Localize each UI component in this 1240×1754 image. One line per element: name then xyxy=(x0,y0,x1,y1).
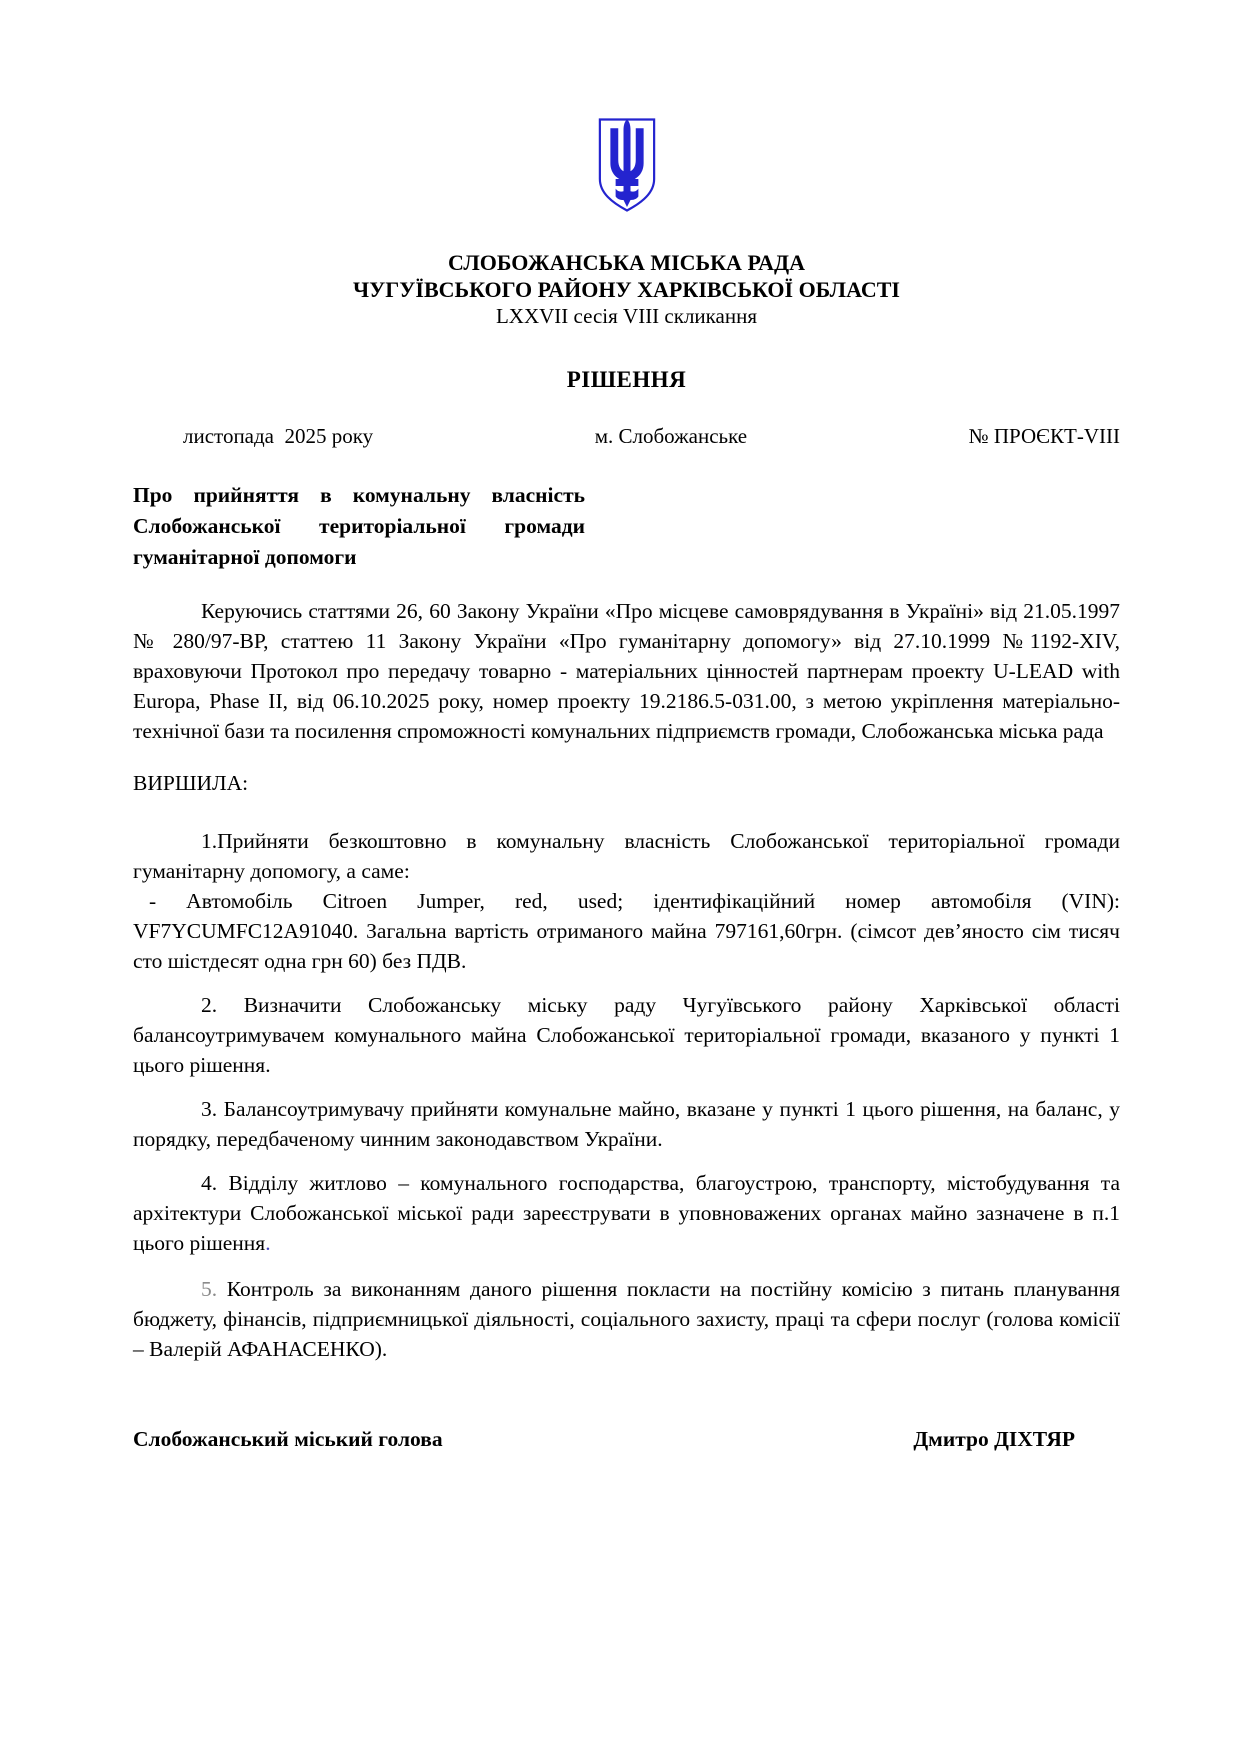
resolution-item-4 xyxy=(133,1168,1120,1258)
coat-of-arms-ukraine-icon xyxy=(133,116,1120,219)
document-place: м. Слобожанське xyxy=(594,424,748,448)
document-type-title: РІШЕННЯ xyxy=(566,367,687,392)
resolved-label: ВИРШИЛА: xyxy=(133,770,249,795)
document-date: листопада 2025 року xyxy=(183,424,374,448)
resolution-item-4-period: . xyxy=(265,1230,271,1255)
meta-row xyxy=(133,423,1120,450)
council-name: СЛОБОЖАНСЬКА МІСЬКА РАДА xyxy=(448,250,805,275)
resolution-item-5-text: Контроль за виконанням даного рішення покласти на постійну комісію з питань планування бюджету, фінансів, підприємницької діяльності, соціального захисту, праці та сфери послуг (голова комісії – Валерій АФАНАСЕНКО). xyxy=(133,1276,1120,1361)
document-number: № ПРОЄКТ-VIII xyxy=(968,424,1120,448)
resolution-item-5 xyxy=(133,1274,1120,1364)
signatory-position: Слобожанський міський голова xyxy=(133,1426,443,1451)
resolution-item-1-intro: 1.Прийняти безкоштовно в комунальну власність Слобожанської територіальної громади гуманітарну допомогу, а саме: xyxy=(133,828,1120,883)
resolution-item-1-detail: - Автомобіль Citroen Jumper, red, used; ідентифікаційний номер автомобіля (VIN): VF7YCUMFC12A91040. Загальна вартість отриманого майна 797161,60грн. (сімсот дев’яносто сім тисяч сто шістдесят одна грн 60) без ПДВ. xyxy=(133,888,1120,973)
signatory-name: Дмитро ДІХТЯР xyxy=(913,1426,1075,1451)
resolution-item-3: 3. Балансоутримувачу прийняти комунальне майно, вказане у пункті 1 цього рішення, на баланс, у порядку, передбаченому чинним законодавством України. xyxy=(133,1096,1120,1151)
preamble-paragraph: Керуючись статтями 26, 60 Закону України «Про місцеве самоврядування в Україні» від 21.05.1997 № 280/97-ВР, статтею 11 Закону України «Про гуманітарну допомогу» від 27.10.1999 №1192-XIV, враховуючи Протокол про передачу товарно - матеріальних цінностей партнерам проекту U-LEAD with Europa, Phase II, від 06.10.2025 року, номер проекту 19.2186.5-031.00, з метою укріплення матеріально-технічної бази та посилення спроможності комунальних підприємств громади, Слобожанська міська рада xyxy=(133,599,1120,743)
resolution-item-4-text: 4. Відділу житлово – комунального господарства, благоустрою, транспорту, містобудування та архітектури Слобожанської міської ради зареєструвати в уповноважених органах майно зазначене в п.1 цього рішення xyxy=(133,1170,1120,1255)
signature-row xyxy=(133,1426,1120,1453)
session-line: LXXVII сесія VIII скликання xyxy=(495,304,758,328)
district-name: ЧУГУЇВСЬКОГО РАЙОНУ ХАРКІВСЬКОЇ ОБЛАСТІ xyxy=(352,277,900,302)
document-subject: Про прийняття в комунальну власність Слобожанської територіальної громади гуманітарної допомоги xyxy=(133,483,585,569)
resolution-item-2: 2. Визначити Слобожанську міську раду Чугуївського району Харківської області балансоутримувачем комунального майна Слобожанської територіальної громади, вказаного у пункті 1 цього рішення. xyxy=(133,992,1120,1077)
resolution-item-5-number: 5. xyxy=(201,1276,218,1301)
